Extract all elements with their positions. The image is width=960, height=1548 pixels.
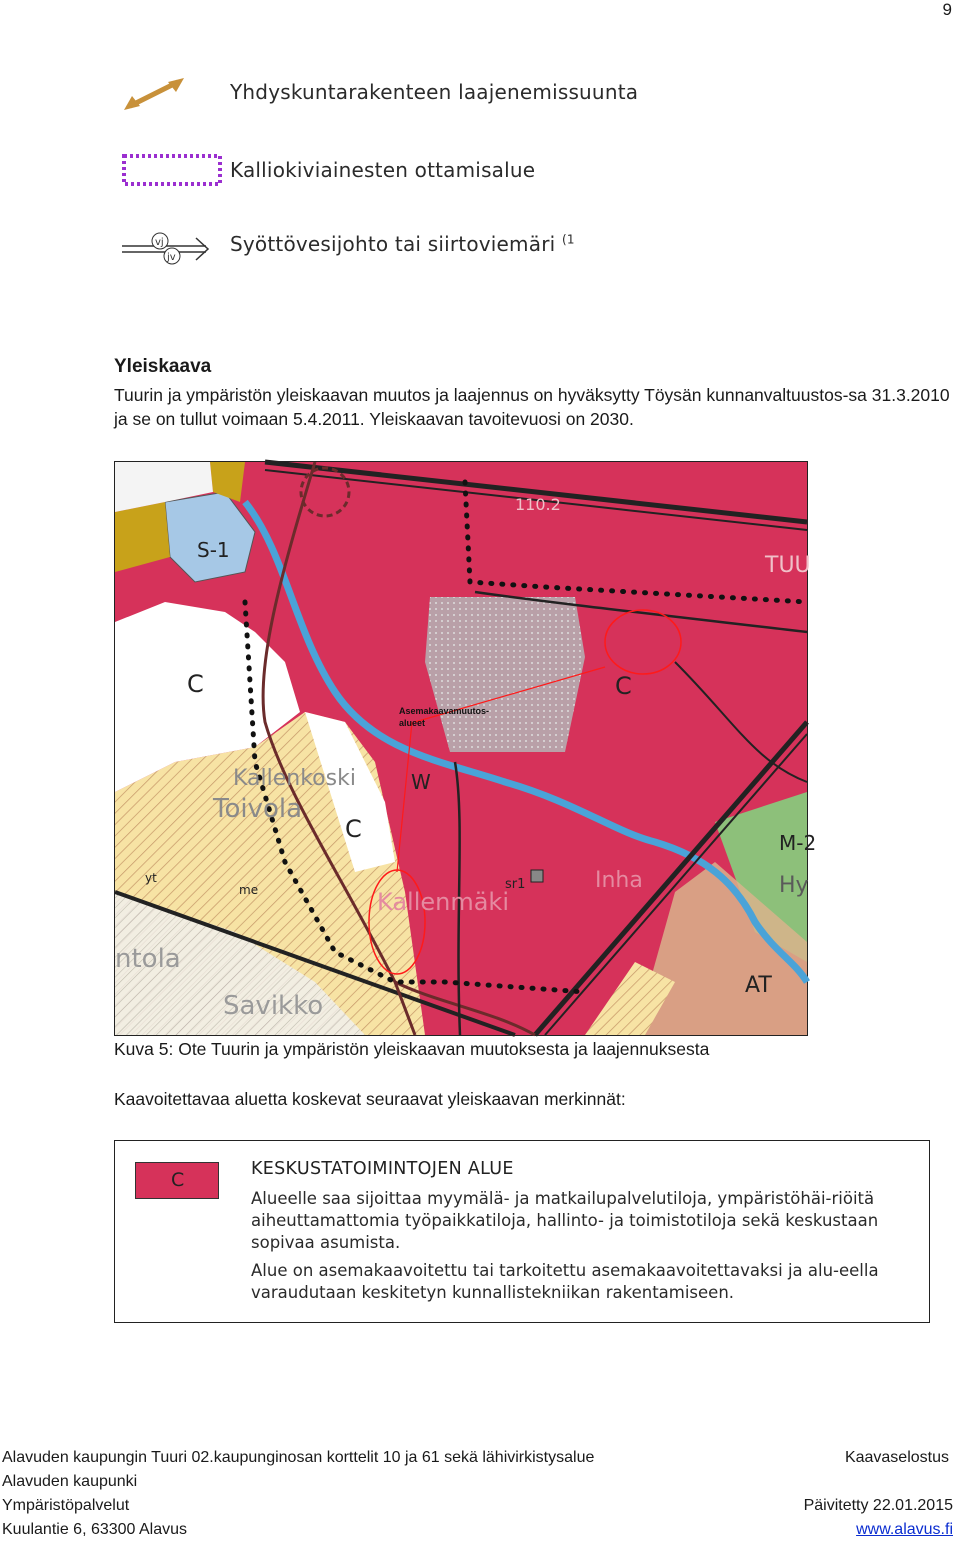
figure-caption: Kuva 5: Ote Tuurin ja ympäristön yleiskaavan muutoksesta ja laajennuksesta <box>114 1039 710 1059</box>
map-label-kallenkoski: Kallenkoski <box>233 766 356 791</box>
map-label-inha: Inha <box>595 868 643 893</box>
map-label-elevation: 110.2 <box>515 495 561 514</box>
swatch-label: C <box>171 1169 185 1191</box>
page-number: 9 <box>942 0 952 19</box>
dotted-rectangle-icon <box>120 152 224 188</box>
footnote-mark: (1 <box>561 232 575 247</box>
master-plan-map <box>114 461 817 1036</box>
footer-left-1: Alavuden kaupungin Tuuri 02.kaupunginosan korttelit 10 ja 61 sekä lähivirkistysalue <box>2 1449 595 1466</box>
footer-left-2: Alavuden kaupunki <box>2 1473 138 1490</box>
map-label-c-left: C <box>187 670 204 698</box>
map-annotation-line1: Asemakaavamuutos- <box>399 706 490 716</box>
map-label-at: AT <box>745 973 772 998</box>
legend-paragraph-2: Alue on asemakaavoitettu tai tarkoitettu asemakaavoitettavaksi ja alu-eella varaudutaan keskitetyn kunnallistekniikan rakentamiseen. <box>251 1261 879 1302</box>
map-label-me: me <box>239 883 259 897</box>
pipeline-mark-jv: jv <box>167 252 176 263</box>
legend-swatch <box>135 1162 219 1199</box>
pipeline-arrow-icon <box>120 228 212 268</box>
footer-left-3: Ympäristöpalvelut <box>2 1497 130 1514</box>
website-link[interactable]: www.alavus.fi <box>856 1521 953 1538</box>
legend-title: KESKUSTATOIMINTOJEN ALUE <box>251 1159 514 1179</box>
legend-paragraph-1: Alueelle saa sijoittaa myymälä- ja matkailupalvelutiloja, ympäristöhäi-riöitä aiheuttamattomia työpaikkatiloja, hallinto- ja toimistotiloja sekä keskustaan sopivaa asumista. <box>251 1189 879 1252</box>
intro-text: Kaavoitettavaa aluetta koskevat seuraavat yleiskaavan merkinnät: <box>114 1089 626 1109</box>
map-drawing <box>115 462 817 1035</box>
map-label-yt: yt <box>145 871 157 885</box>
footer-left-4: Kuulantie 6, 63300 Alavus <box>2 1521 188 1538</box>
map-label-hy: Hy <box>779 873 809 898</box>
map-label-sr1: sr1 <box>505 877 526 892</box>
map-label-m2: M-2 <box>779 831 817 855</box>
legend-label: Kalliokiviainesten ottamisalue <box>230 158 536 182</box>
map-label-tola: ntola <box>115 944 181 974</box>
double-arrow-icon <box>122 76 186 112</box>
map-label-s1: S-1 <box>197 538 230 562</box>
footer-website-link[interactable] <box>856 1521 953 1539</box>
map-label-c-right: C <box>615 672 632 700</box>
legend-label: Yhdyskuntarakenteen laajenemissuunta <box>230 80 639 104</box>
section-heading: Yleiskaava <box>114 356 212 377</box>
map-annotation-line2: alueet <box>399 718 426 728</box>
map-label-kallenmaki: Kallenmäki <box>377 888 509 916</box>
legend-label: Syöttövesijohto tai siirtoviemäri $^{(1}$ <box>230 232 575 256</box>
plan-legend-box <box>114 1140 930 1323</box>
map-label-w: W <box>411 770 431 794</box>
industrial-block <box>425 597 585 752</box>
map-label-tuu: TUU <box>765 553 811 578</box>
footer-right-2: Päivitetty 22.01.2015 <box>803 1497 953 1514</box>
footer-right-1: Kaavaselostus <box>844 1449 949 1466</box>
sr1-marker <box>531 870 543 882</box>
map-label-c-center: C <box>345 815 362 843</box>
section-paragraph: Tuurin ja ympäristön yleiskaavan muutos ja laajennus on hyväksytty Töysän kunnanvaltuustos-sa 31.3.2010 ja se on tullut voimaan 5.4.2011. Yleiskaavan tavoitevuosi on 2030. <box>114 385 950 429</box>
map-label-savikko: Savikko <box>223 991 324 1021</box>
map-label-toivola: Toivola <box>213 794 303 824</box>
pipeline-mark-vj: vj <box>155 237 164 248</box>
